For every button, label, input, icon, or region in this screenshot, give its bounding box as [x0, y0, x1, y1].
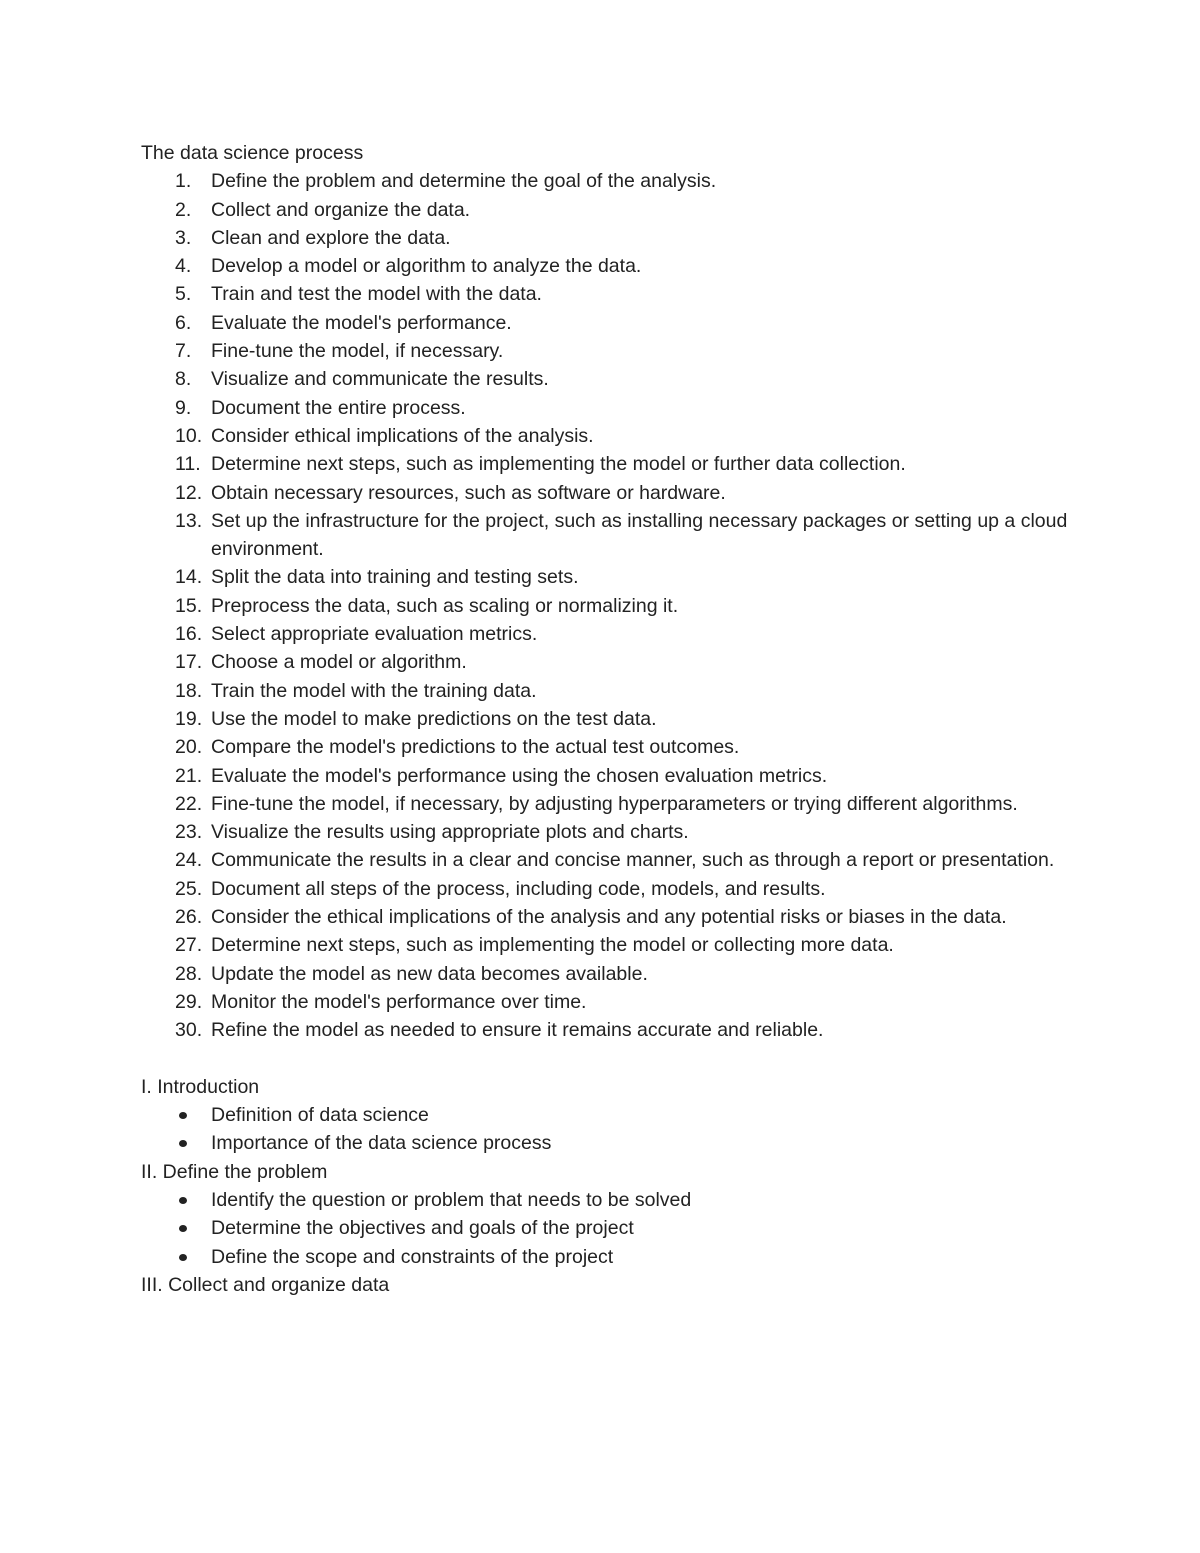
- list-item-text: Document the entire process.: [211, 396, 466, 419]
- list-item-text: Definition of data science: [211, 1104, 429, 1127]
- list-number: 10.: [175, 424, 203, 447]
- list-item: [141, 762, 1081, 790]
- list-item-text: Consider the ethical implications of the analysis and any potential risks or biases in the data.: [211, 906, 1007, 929]
- bullet-icon: [179, 1225, 187, 1232]
- list-item: [141, 931, 1081, 959]
- list-item: [141, 846, 1081, 874]
- list-item: [141, 988, 1081, 1016]
- list-item: [141, 1214, 1081, 1242]
- list-item-text: Collect and organize the data.: [211, 198, 471, 221]
- list-item: [141, 790, 1081, 818]
- list-item-text: Communicate the results in a clear and concise manner, such as through a report or presentation.: [211, 849, 1055, 872]
- list-item-text: Train the model with the training data.: [211, 679, 537, 702]
- list-number: 1.: [175, 170, 192, 193]
- document-page: [141, 139, 1081, 1299]
- list-item-text: Importance of the data science process: [211, 1132, 552, 1155]
- bullet-icon: [179, 1140, 187, 1147]
- list-number: 17.: [175, 651, 203, 674]
- list-item-text: Compare the model's predictions to the actual test outcomes.: [211, 736, 740, 759]
- list-item: [141, 705, 1081, 733]
- list-item: [141, 196, 1081, 224]
- list-number: 29.: [175, 990, 203, 1013]
- list-item: [141, 620, 1081, 648]
- blank-line: [141, 1045, 1081, 1073]
- list-number: 25.: [175, 877, 203, 900]
- process-steps-list: [141, 167, 1081, 1044]
- list-item-text: Update the model as new data becomes available.: [211, 962, 648, 985]
- list-number: 27.: [175, 934, 203, 957]
- list-item: [141, 875, 1081, 903]
- list-item: [141, 1129, 1081, 1157]
- list-number: 21.: [175, 764, 203, 787]
- list-item-text: Determine the objectives and goals of the project: [211, 1217, 634, 1240]
- list-item-text: Evaluate the model's performance.: [211, 311, 512, 334]
- list-item: [141, 507, 1081, 564]
- list-item-text: Train and test the model with the data.: [211, 283, 542, 306]
- list-item-text: Obtain necessary resources, such as software or hardware.: [211, 481, 726, 504]
- section-heading: III. Collect and organize data: [141, 1273, 390, 1296]
- list-number: 28.: [175, 962, 203, 985]
- list-item-text: Visualize and communicate the results.: [211, 368, 549, 391]
- list-item: [141, 394, 1081, 422]
- list-number: 16.: [175, 623, 203, 646]
- list-number: 9.: [175, 396, 192, 419]
- list-item: [141, 563, 1081, 591]
- list-number: 5.: [175, 283, 192, 306]
- list-item-text: Split the data into training and testing sets.: [211, 566, 579, 589]
- list-item: [141, 337, 1081, 365]
- list-item-text: Define the scope and constraints of the project: [211, 1245, 614, 1268]
- list-item: [141, 1243, 1081, 1271]
- list-number: 3.: [175, 226, 192, 249]
- section-heading: II. Define the problem: [141, 1160, 328, 1183]
- list-number: 18.: [175, 679, 203, 702]
- list-number: 24.: [175, 849, 203, 872]
- bullet-list: [141, 1186, 1081, 1271]
- list-number: 7.: [175, 340, 192, 363]
- outline-section-collect-data: [141, 1271, 1081, 1299]
- list-number: 12.: [175, 481, 203, 504]
- list-item-text: Refine the model as needed to ensure it remains accurate and reliable.: [211, 1019, 824, 1042]
- list-number: 8.: [175, 368, 192, 391]
- list-item: [141, 648, 1081, 676]
- list-item-text: Monitor the model's performance over time.: [211, 990, 587, 1013]
- list-item-text: Determine next steps, such as implementing the model or further data collection.: [211, 453, 906, 476]
- list-number: 19.: [175, 707, 203, 730]
- outline-section-define-problem: [141, 1158, 1081, 1271]
- list-number: 11.: [175, 453, 201, 476]
- list-item: [141, 1186, 1081, 1214]
- list-item: [141, 224, 1081, 252]
- section-heading: I. Introduction: [141, 1075, 260, 1098]
- outline-section-introduction: [141, 1073, 1081, 1158]
- list-number: 26.: [175, 906, 203, 929]
- list-item: [141, 167, 1081, 195]
- list-number: 22.: [175, 792, 203, 815]
- list-item: [141, 818, 1081, 846]
- list-item-text: Use the model to make predictions on the test data.: [211, 707, 657, 730]
- list-number: 15.: [175, 594, 203, 617]
- list-item-text: Evaluate the model's performance using the chosen evaluation metrics.: [211, 764, 828, 787]
- list-item: [141, 422, 1081, 450]
- list-item-text: Consider ethical implications of the analysis.: [211, 424, 594, 447]
- document-title: The data science process: [141, 142, 364, 164]
- list-item-text: Preprocess the data, such as scaling or normalizing it.: [211, 594, 679, 617]
- list-number: 23.: [175, 821, 203, 844]
- list-item-text: Clean and explore the data.: [211, 226, 451, 249]
- list-item-text: Develop a model or algorithm to analyze the data.: [211, 255, 642, 278]
- bullet-icon: [179, 1197, 187, 1204]
- list-item: [141, 1101, 1081, 1129]
- list-item-text: Choose a model or algorithm.: [211, 651, 467, 674]
- bullet-list: [141, 1101, 1081, 1158]
- list-item-text: Select appropriate evaluation metrics.: [211, 623, 538, 646]
- list-item-text: Set up the infrastructure for the project, such as installing necessary packages or setting up a cloud environment.: [211, 509, 1068, 561]
- list-item-text: Visualize the results using appropriate plots and charts.: [211, 821, 689, 844]
- list-item: [141, 592, 1081, 620]
- list-number: 14.: [175, 566, 203, 589]
- list-number: 4.: [175, 255, 192, 278]
- list-number: 2.: [175, 198, 192, 221]
- list-item-text: Define the problem and determine the goal of the analysis.: [211, 170, 717, 193]
- list-item-text: Fine-tune the model, if necessary.: [211, 340, 504, 363]
- bullet-icon: [179, 1254, 187, 1261]
- list-item-text: Identify the question or problem that needs to be solved: [211, 1188, 692, 1211]
- list-item: [141, 1016, 1081, 1044]
- list-item: [141, 450, 1081, 478]
- list-item-text: Document all steps of the process, including code, models, and results.: [211, 877, 826, 900]
- list-item-text: Fine-tune the model, if necessary, by adjusting hyperparameters or trying different algorithms.: [211, 792, 1018, 815]
- list-item: [141, 733, 1081, 761]
- list-item: [141, 960, 1081, 988]
- list-number: 30.: [175, 1019, 203, 1042]
- list-item-text: Determine next steps, such as implementing the model or collecting more data.: [211, 934, 894, 957]
- list-item: [141, 677, 1081, 705]
- list-item: [141, 252, 1081, 280]
- list-item: [141, 309, 1081, 337]
- list-number: 6.: [175, 311, 192, 334]
- bullet-icon: [179, 1112, 187, 1119]
- list-number: 20.: [175, 736, 203, 759]
- list-item: [141, 280, 1081, 308]
- list-item: [141, 903, 1081, 931]
- list-item: [141, 479, 1081, 507]
- list-number: 13.: [175, 509, 203, 532]
- list-item: [141, 365, 1081, 393]
